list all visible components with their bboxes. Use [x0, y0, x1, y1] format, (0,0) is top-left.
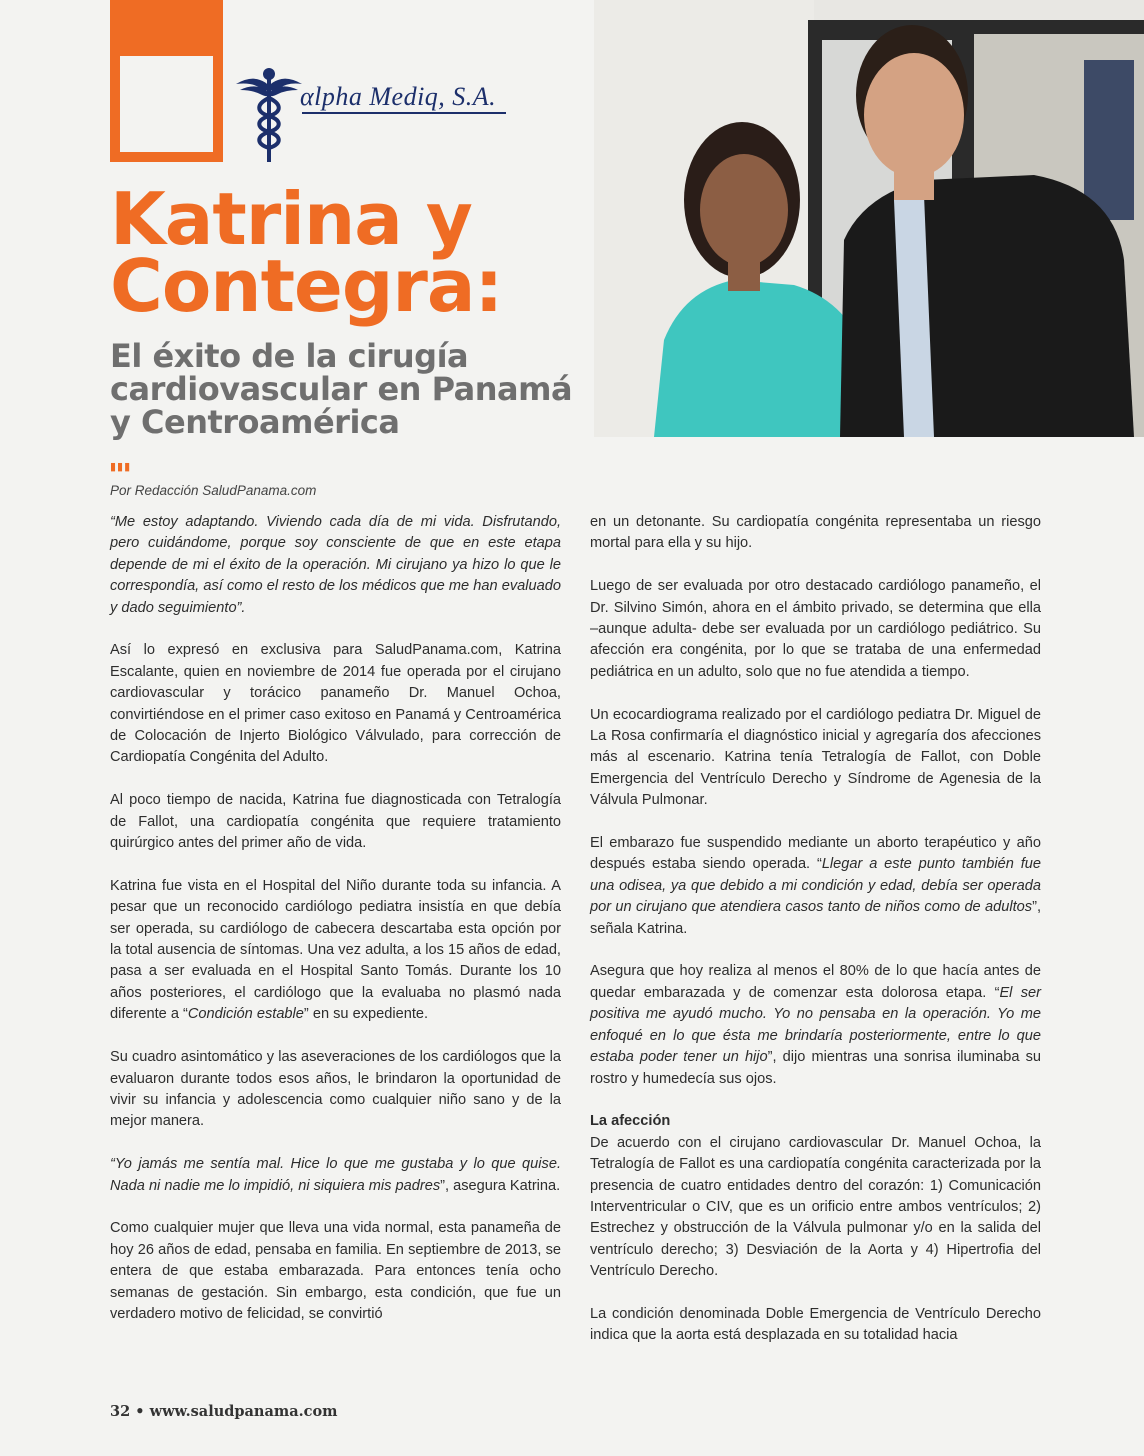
page-number: 32 [110, 1403, 131, 1420]
article-subtitle [110, 337, 600, 441]
paragraph: La condición denominada Doble Emergencia de Ventrículo Derecho indica que la aorta está desplazada en su totalidad hacia [590, 1305, 1041, 1344]
paragraph: Así lo expresó en exclusiva para SaludPanama.com, Katrina Escalante, quien en noviembre de 2014 fue operada por el cirujano cardiovascular y torácico panameño Dr. Manuel Ochoa, convirtiéndose en el primer caso exitoso en Panamá y Centroamérica de Colocación de Injerto Biológico Válvulado, para corrección de Cardiopatía Congénita del Adulto. [110, 642, 561, 766]
paragraph: Luego de ser evaluada por otro destacado cardiólogo panameño, el Dr. Silvino Simón, ahora en el ámbito privado, se determina que ella –aunque adulta- debe ser evaluada por un cardiólogo pediátrico. Su afección era congénita, por lo que se trataba de una enfermedad pediátrica en un adulto, solo que no fue atendida a tiempo. [590, 578, 1041, 680]
paragraph: Un ecocardiograma realizado por el cardiólogo pediatra Dr. Miguel de La Rosa confirmaría el diagnóstico inicial y agregaría dos afecciones más al escenario. Katrina tenía Tetralogía de Fallot, con Doble Emergencia del Ventrículo Derecho y Síndrome de Agenesia de la Válvula Pulmonar. [590, 706, 1041, 809]
paragraph: Como cualquier mujer que lleva una vida normal, esta panameña de hoy 26 años de edad, pensaba en familia. En septiembre de 2013, se entera de que estaba embarazada. Para entonces tenía ocho semanas de gestación. Sin embargo, esta condición, que fue un verdadero motivo de felicidad, se convirtió [110, 1220, 561, 1322]
paragraph: Su cuadro asintomático y las aseveraciones de los cardiólogos que la evaluaron durante todos esos años, le brindaron la oportunidad de vivir su infancia y adolescencia como cualquier niño sano y de la mejor manera. [110, 1049, 561, 1130]
footer-site-link[interactable]: www.saludpanama.com [149, 1403, 338, 1420]
alpha-mediq-logo [236, 66, 526, 166]
paragraph: Katrina fue vista en el Hospital del Niño durante toda su infancia. A pesar que un reconocido cardiólogo pediatra insistía en que debía ser operada, su cardiólogo de cabecera descartaba esta opción por la total ausencia de síntomas. Una vez adulta, a los 15 años de edad, pasa a ser evaluada en el Hospital Santo Tomás. Durante los 10 años posteriores, el cardiólogo que la evaluaba no plasmó nada diferente a “Condición estable” en su expediente. [110, 877, 561, 1023]
subtitle-line-3: y Centroamérica [110, 403, 400, 441]
orange-frame-decoration [110, 0, 223, 162]
caduceus-icon [236, 66, 306, 166]
paragraph: Asegura que hoy realiza al menos el 80% de lo que hacía antes de quedar embarazada y de comenzar esta dolorosa etapa. “El ser positiva me ayudó mucho. Yo no pensaba en la operación. Yo me enfoqué en lo que ésta me brindaría posteriormente, entre lo que estaba poder tener un hijo”, dijo mientras una sonrisa iluminaba su rostro y humedecía sus ojos. [590, 963, 1041, 1087]
paragraph: Al poco tiempo de nacida, Katrina fue diagnosticada con Tetralogía de Fallot, una cardiopatía congénita que requiere tratamiento quirúrgico antes del primer año de vida. [110, 792, 561, 852]
paragraph: “Yo jamás me sentía mal. Hice lo que me gustaba y lo que quise. Nada ni nadie me lo impidió, ni siquiera mis padres”, asegura Katrina. [110, 1156, 561, 1194]
logo-text: αlpha Mediq, S.A. [300, 82, 497, 111]
footer-separator: • [135, 1403, 145, 1420]
byline: Por Redacción SaludPanama.com [110, 483, 317, 498]
title-line-2: Contegra: [110, 244, 503, 328]
paragraph: De acuerdo con el cirujano cardiovascular Dr. Manuel Ochoa, la Tetralogía de Fallot es una cardiopatía congénita caracterizada por la presencia de cuatro entidades dentro del corazón: 1) Comunicación Interventricular o CIV, que es un orificio entre ambos ventrículos; 2) Estrechez y obstrucción de la Válvula pulmonar y/o en la salida del ventrículo derecho; 3) Desviación de la Aorta y 4) Hipertrofia del Ventrículo Derecho. [590, 1134, 1041, 1280]
paragraph: “Me estoy adaptando. Viviendo cada día de mi vida. Disfrutando, pero cuidándome, porque soy consciente de que en este etapa depende de mi el éxito de la operación. Mi cirujano ya hizo lo que le correspondía, así como el resto de los médicos que me han evaluado y dado seguimiento”. [110, 514, 561, 616]
paragraph: El embarazo fue suspendido mediante un aborto terapéutico y año después estaba siendo operada. “Llegar a este punto también fue una odisea, ya que debido a mi condición y edad, debía ser operada por un cirujano que atendiera casos tanto de niños como de adultos”, señala Katrina. [590, 835, 1041, 937]
subtitle-line-2: cardiovascular en Panamá [110, 370, 573, 408]
page-footer [110, 1403, 337, 1420]
subtitle-line-1: El éxito de la cirugía [110, 337, 469, 375]
decorative-bars: ▮▮▮ [110, 461, 132, 473]
section-heading: La afección [590, 1113, 671, 1130]
right-column [590, 512, 1041, 1368]
left-column [110, 512, 561, 1347]
article-title [110, 177, 590, 328]
title-line-1: Katrina y [110, 177, 472, 261]
paragraph: en un detonante. Su cardiopatía congénita representaba un riesgo mortal para ella y su hijo. [590, 514, 1041, 552]
article-photo [594, 0, 1144, 437]
